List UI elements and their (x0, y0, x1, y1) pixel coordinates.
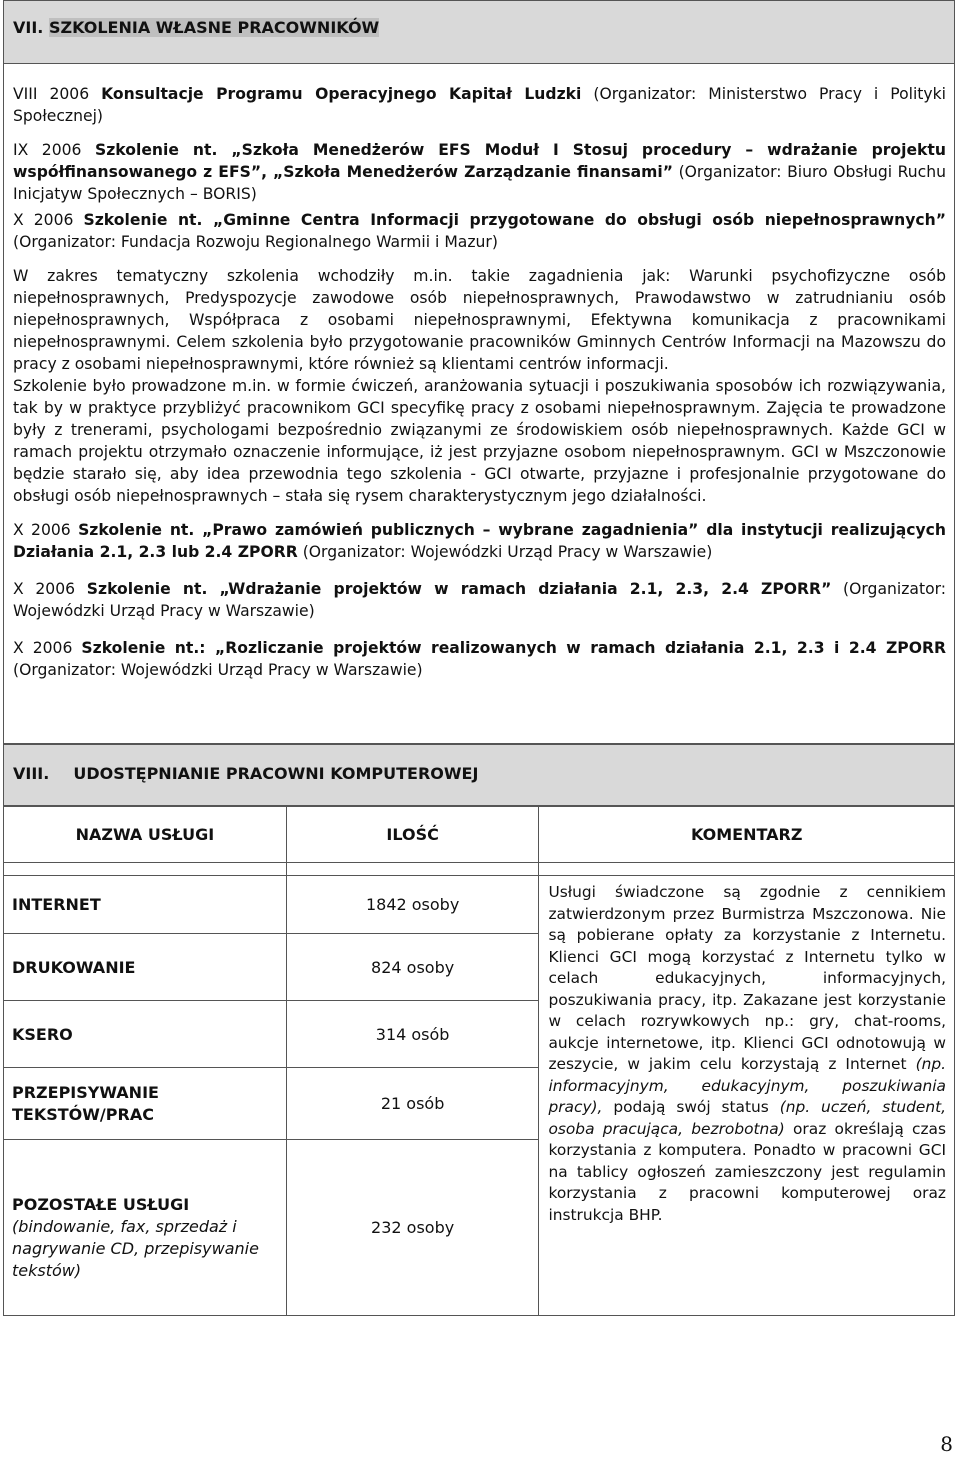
section-viii-title: VIII. UDOSTĘPNIANIE PRACOWNI KOMPUTEROWEJ (13, 764, 479, 783)
training-description: Szkolenie było prowadzone m.in. w formie ćwiczeń, aranżowania sytuacji i poszukiwania sposobów ich rozwiązywania, tak by w praktyce przybliżyć pracownikom GCI specyfikę pracy z osobami niepełnosprawnym. Zajęcia te prowadzone były z trenerami, psychologami bezpośrednio związanymi ze środowiskiem osób niepełnosprawnych. Każde GCI w ramach projektu otrzymało oznaczenie informujące, iż jest przyjazne osobom niepełnosprawnym. GCI w Mszczonowie będzie starało się, aby idea przewodnia tego szkolenia - GCI otwarte, przyjazne i profesjonalnie przygotowane do obsługi osób niepełnosprawnych – stała się rysem charakterystycznym jego działalności. (13, 377, 946, 505)
header-quantity: ILOŚĆ (286, 807, 539, 863)
training-entry: VIII 2006 Konsultacje Programu Operacyjnego Kapitał Ludzki (Organizator: Ministerstwo Pracy i Polityki Społecznej) (13, 85, 946, 125)
training-entry: X 2006 Szkolenie nt. „Gminne Centra Informacji przygotowane do obsługi osób niepełnosprawnych” (Organizator: Fundacja Rozwoju Regionalnego Warmii i Mazur) (13, 211, 946, 251)
section-vii-title: VII. SZKOLENIA WŁASNE PRACOWNIKÓW (13, 18, 380, 37)
table-spacer-row (4, 863, 955, 876)
section-vii-body (3, 64, 955, 744)
service-count: 1842 osoby (286, 876, 539, 934)
training-entry: X 2006 Szkolenie nt. „Prawo zamówień publicznych – wybrane zagadnienia” dla instytucji realizujących Działania 2.1, 2.3 lub 2.4 ZPORR (Organizator: Wojewódzki Urząd Pracy w Warszawie) (13, 521, 946, 561)
training-entry: IX 2006 Szkolenie nt. „Szkoła Menedżerów EFS Moduł I Stosuj procedury – wdrażanie projektu współfinansowanego z EFS”, „Szkoła Menedżerów Zarządzanie finansami” (Organizator: Biuro Obsługi Ruchu Inicjatyw Społecznych – BORIS) (13, 141, 946, 203)
header-comment: KOMENTARZ (539, 807, 955, 863)
section-vii-header (3, 0, 955, 64)
services-table (3, 806, 955, 1316)
service-count: 824 osoby (286, 934, 539, 1001)
service-name: DRUKOWANIE (4, 934, 287, 1001)
service-note: (bindowanie, fax, sprzedaż i nagrywanie CD, przepisywanie tekstów) (12, 1216, 259, 1280)
section-viii-header (3, 744, 955, 806)
service-name: INTERNET (4, 876, 287, 934)
page-frame (3, 0, 955, 1280)
service-count: 232 osoby (286, 1140, 539, 1316)
service-name: KSERO (4, 1001, 287, 1068)
table-row (4, 876, 955, 934)
service-name: PRZEPISYWANIE TEKSTÓW/PRAC (4, 1068, 287, 1140)
training-entry: X 2006 Szkolenie nt.: „Rozliczanie projektów realizowanych w ramach działania 2.1, 2.3 i 2.4 ZPORR (Organizator: Wojewódzki Urząd Pracy w Warszawie) (13, 639, 946, 679)
table-header-row (4, 807, 955, 863)
page-number: 8 (940, 1432, 953, 1456)
training-entry: X 2006 Szkolenie nt. „Wdrażanie projektów w ramach działania 2.1, 2.3, 2.4 ZPORR” (Organizator: Wojewódzki Urząd Pracy w Warszawie) (13, 580, 946, 620)
service-name-with-note: POZOSTAŁE USŁUGI (bindowanie, fax, sprzedaż i nagrywanie CD, przepisywanie tekstów) (4, 1140, 287, 1316)
training-description: W zakres tematyczny szkolenia wchodziły m.in. takie zagadnienia jak: Warunki psychofizyczne osób niepełnosprawnych, Predyspozycje zawodowe osób niepełnosprawnych, Prawodawstwo w zatrudnianiu osób niepełnosprawnych, Współpraca z osobami niepełnosprawnymi, Efektywna komunikacja z pracownikami niepełnosprawnymi. Celem szkolenia było przygotowanie pracowników Gminnych Centrów Informacji na Mazowszu do pracy z osobami niepełnosprawnymi, które również są klientami centrów informacji. (13, 267, 946, 373)
service-count: 314 osób (286, 1001, 539, 1068)
header-service-name: NAZWA USŁUGI (4, 807, 287, 863)
service-comment: Usługi świadczone są zgodnie z cennikiem zatwierdzonym przez Burmistrza Mszczonowa. Nie są pobierane opłaty za korzystanie z Internetu. Klienci GCI mogą korzystać z Internetu tylko w celach edukacyjnych, informacyjnych, poszukiwania pracy, itp. Zakazane jest korzystanie w celach rozrywkowych np.: gry, chat-rooms, aukcje internetowe, itp. Klienci GCI odnotowują w zeszycie, w jakim celu korzystają z Internet (np. informacyjnym, edukacyjnym, poszukiwania pracy), podają swój status (np. uczeń, student, osoba pracująca, bezrobotna) oraz określają czas korzystania z komputera. Ponadto w pracowni GCI na tablicy ogłoszeń zamieszczony jest regulamin korzystania z pracowni komputerowej oraz instrukcja BHP. (539, 876, 955, 1316)
service-count: 21 osób (286, 1068, 539, 1140)
